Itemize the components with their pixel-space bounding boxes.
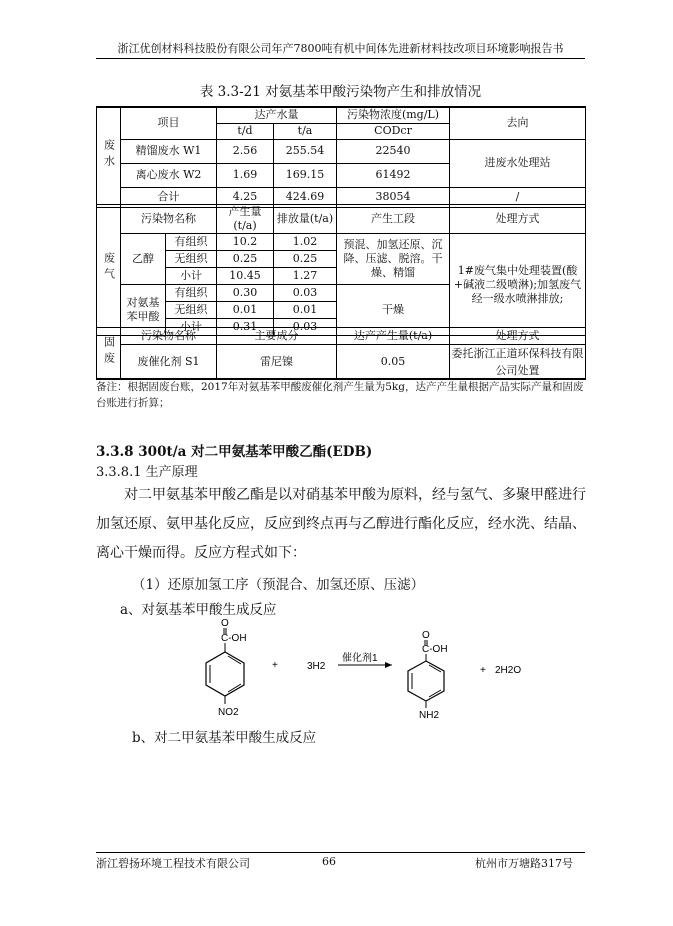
- col-header-component: 主要成分: [217, 328, 337, 345]
- label-subtotal: 小计: [166, 268, 217, 285]
- row-ta: 169.15: [274, 163, 337, 187]
- header-rule: [96, 58, 585, 59]
- table-note: 备注：根据固废台账，2017年对氨基苯甲酸废催化剂产生量为5kg，达产产生量根据产品实际产量和固废台账进行折算；: [96, 381, 584, 409]
- cell-value: 1.02: [274, 234, 337, 251]
- cell-value: 0.30: [217, 285, 274, 302]
- cell-value: 0.25: [274, 251, 337, 268]
- total-ta: 424.69: [274, 187, 337, 207]
- solid-treatment: 委托浙江正道环保科技有限公司处置: [450, 345, 586, 380]
- benzene-ring: [206, 652, 244, 696]
- col-header-generated: 产生量(t/a): [217, 205, 274, 234]
- benzene-ring: [408, 661, 444, 701]
- unit-td: t/d: [217, 123, 274, 139]
- p-aminobenzoic-acid-structure: [408, 630, 448, 721]
- row-name: 精馏废水 W1: [121, 139, 217, 163]
- reaction-scheme: [192, 618, 572, 723]
- col-header-emitted: 排放量(t/a): [274, 205, 337, 234]
- col-header-destination: 去向: [450, 107, 586, 139]
- row-ta: 255.54: [274, 139, 337, 163]
- wastewater-table: [96, 106, 586, 208]
- plus-sign: +: [480, 665, 486, 676]
- plus-sign: +: [272, 660, 278, 671]
- solid-waste-table: [96, 327, 586, 380]
- table-row: [97, 139, 586, 163]
- subsection-heading: 3.3.8.1 生产原理: [96, 465, 198, 480]
- row-td: 2.56: [217, 139, 274, 163]
- cell-value: 1.27: [274, 268, 337, 285]
- p-nitrobenzoic-acid-structure: [206, 618, 247, 718]
- footer-address: 杭州市万塘路317号: [475, 857, 573, 870]
- cell-value: 0.31: [217, 319, 274, 336]
- step-heading: （1）还原加氢工序（预混合、加氢还原、压滤）: [132, 577, 425, 593]
- col-header-concentration: 污染物浓度(mg/L): [337, 107, 450, 123]
- total-label: 合计: [121, 187, 217, 207]
- total-dest: /: [450, 187, 586, 207]
- cell-value: 10.45: [217, 268, 274, 285]
- solid-component: 雷尼镍: [217, 345, 337, 380]
- pollutant-paba: 对氨基苯甲酸: [121, 285, 166, 336]
- solid-section-label: 固废: [97, 328, 121, 380]
- label-subtotal: 小计: [166, 319, 217, 336]
- paba-stage: 干燥: [337, 285, 450, 336]
- label-organized: 有组织: [166, 285, 217, 302]
- pollutant-ethanol: 乙醇: [121, 234, 166, 285]
- reactant-carbonyl-o: O: [221, 618, 229, 629]
- row-cod: 22540: [337, 139, 450, 163]
- item-b: b、对二甲氨基苯甲酸生成反应: [132, 730, 317, 746]
- footer-rule: [96, 852, 585, 853]
- col-header-volume: 达产水量: [217, 107, 337, 123]
- col-header-stage: 产生工段: [337, 205, 450, 234]
- row-name: 离心废水 W2: [121, 163, 217, 187]
- row-cod: 61492: [337, 163, 450, 187]
- col-header-treatment: 处理方式: [450, 328, 586, 345]
- label-unorganized: 无组织: [166, 251, 217, 268]
- arrow-head: [385, 662, 392, 668]
- cell-value: 0.25: [217, 251, 274, 268]
- dest-plant: 进废水处理站: [450, 139, 586, 187]
- catalyst-label: 催化剂1: [342, 653, 378, 664]
- nitro-group: NO2: [218, 707, 239, 718]
- section-heading: 3.3.8 300t/a 对二甲氨基苯甲酸乙酯(EDB): [96, 444, 373, 460]
- item-a: a、对氨基苯甲酸生成反应: [120, 602, 277, 618]
- unit-ta: t/a: [274, 123, 337, 139]
- page-number: 66: [322, 855, 336, 868]
- total-td: 4.25: [217, 187, 274, 207]
- product-carboxyl: C-OH: [422, 644, 448, 655]
- col-header-item: 项目: [121, 107, 217, 139]
- cell-value: 0.03: [274, 319, 337, 336]
- table-title: 表 3.3-21 对氨基苯甲酸污染物产生和排放情况: [199, 84, 482, 100]
- product-carbonyl-o: O: [422, 630, 430, 641]
- col-header-pollutant: 污染物名称: [121, 205, 217, 234]
- cell-value: 0.01: [274, 302, 337, 319]
- total-cod: 38054: [337, 187, 450, 207]
- solid-amount: 0.05: [337, 345, 450, 380]
- ethanol-stage: 预混、加氢还原、沉降、压滤、脱溶。干燥、精馏: [337, 234, 450, 285]
- hydrogen-reagent: 3H2: [307, 661, 326, 672]
- cell-value: 0.03: [274, 285, 337, 302]
- amino-group: NH2: [419, 710, 440, 721]
- solid-name: 废催化剂 S1: [121, 345, 217, 380]
- body-paragraph: 对二甲氨基苯甲酸乙酯是以对硝基苯甲酸为原料，经与氢气、多聚甲醛进行加氢还原、氨甲基化反应，反应到终点再与乙醇进行酯化反应，经水洗、结晶、离心干燥而得。反应方程式如下：: [96, 487, 586, 561]
- reactant-carboxyl: C-OH: [221, 633, 247, 644]
- wastewater-section-label: 废水: [97, 107, 121, 207]
- col-header-amount: 达产产生量(t/a): [337, 328, 450, 345]
- page-header: 浙江优创材料科技股份有限公司年产7800吨有机中间体先进新材料技改项目环境影响报告书: [117, 42, 564, 55]
- label-organized: 有组织: [166, 234, 217, 251]
- cell-value: 10.2: [217, 234, 274, 251]
- cell-value: 0.01: [217, 302, 274, 319]
- label-unorganized: 无组织: [166, 302, 217, 319]
- water-product: 2H2O: [495, 665, 522, 676]
- footer-company: 浙江碧扬环境工程技术有限公司: [96, 857, 250, 870]
- row-td: 1.69: [217, 163, 274, 187]
- col-header-treatment: 处理方式: [450, 205, 586, 234]
- unit-cod: CODcr: [337, 123, 450, 139]
- col-header-pollutant: 污染物名称: [121, 328, 217, 345]
- waste-gas-table: [96, 204, 586, 336]
- waste-gas-section-label: 废气: [97, 205, 121, 336]
- gas-treatment: 1#废气集中处理装置(酸+碱液二级喷淋);加氢废气经一级水喷淋排放;: [450, 234, 586, 336]
